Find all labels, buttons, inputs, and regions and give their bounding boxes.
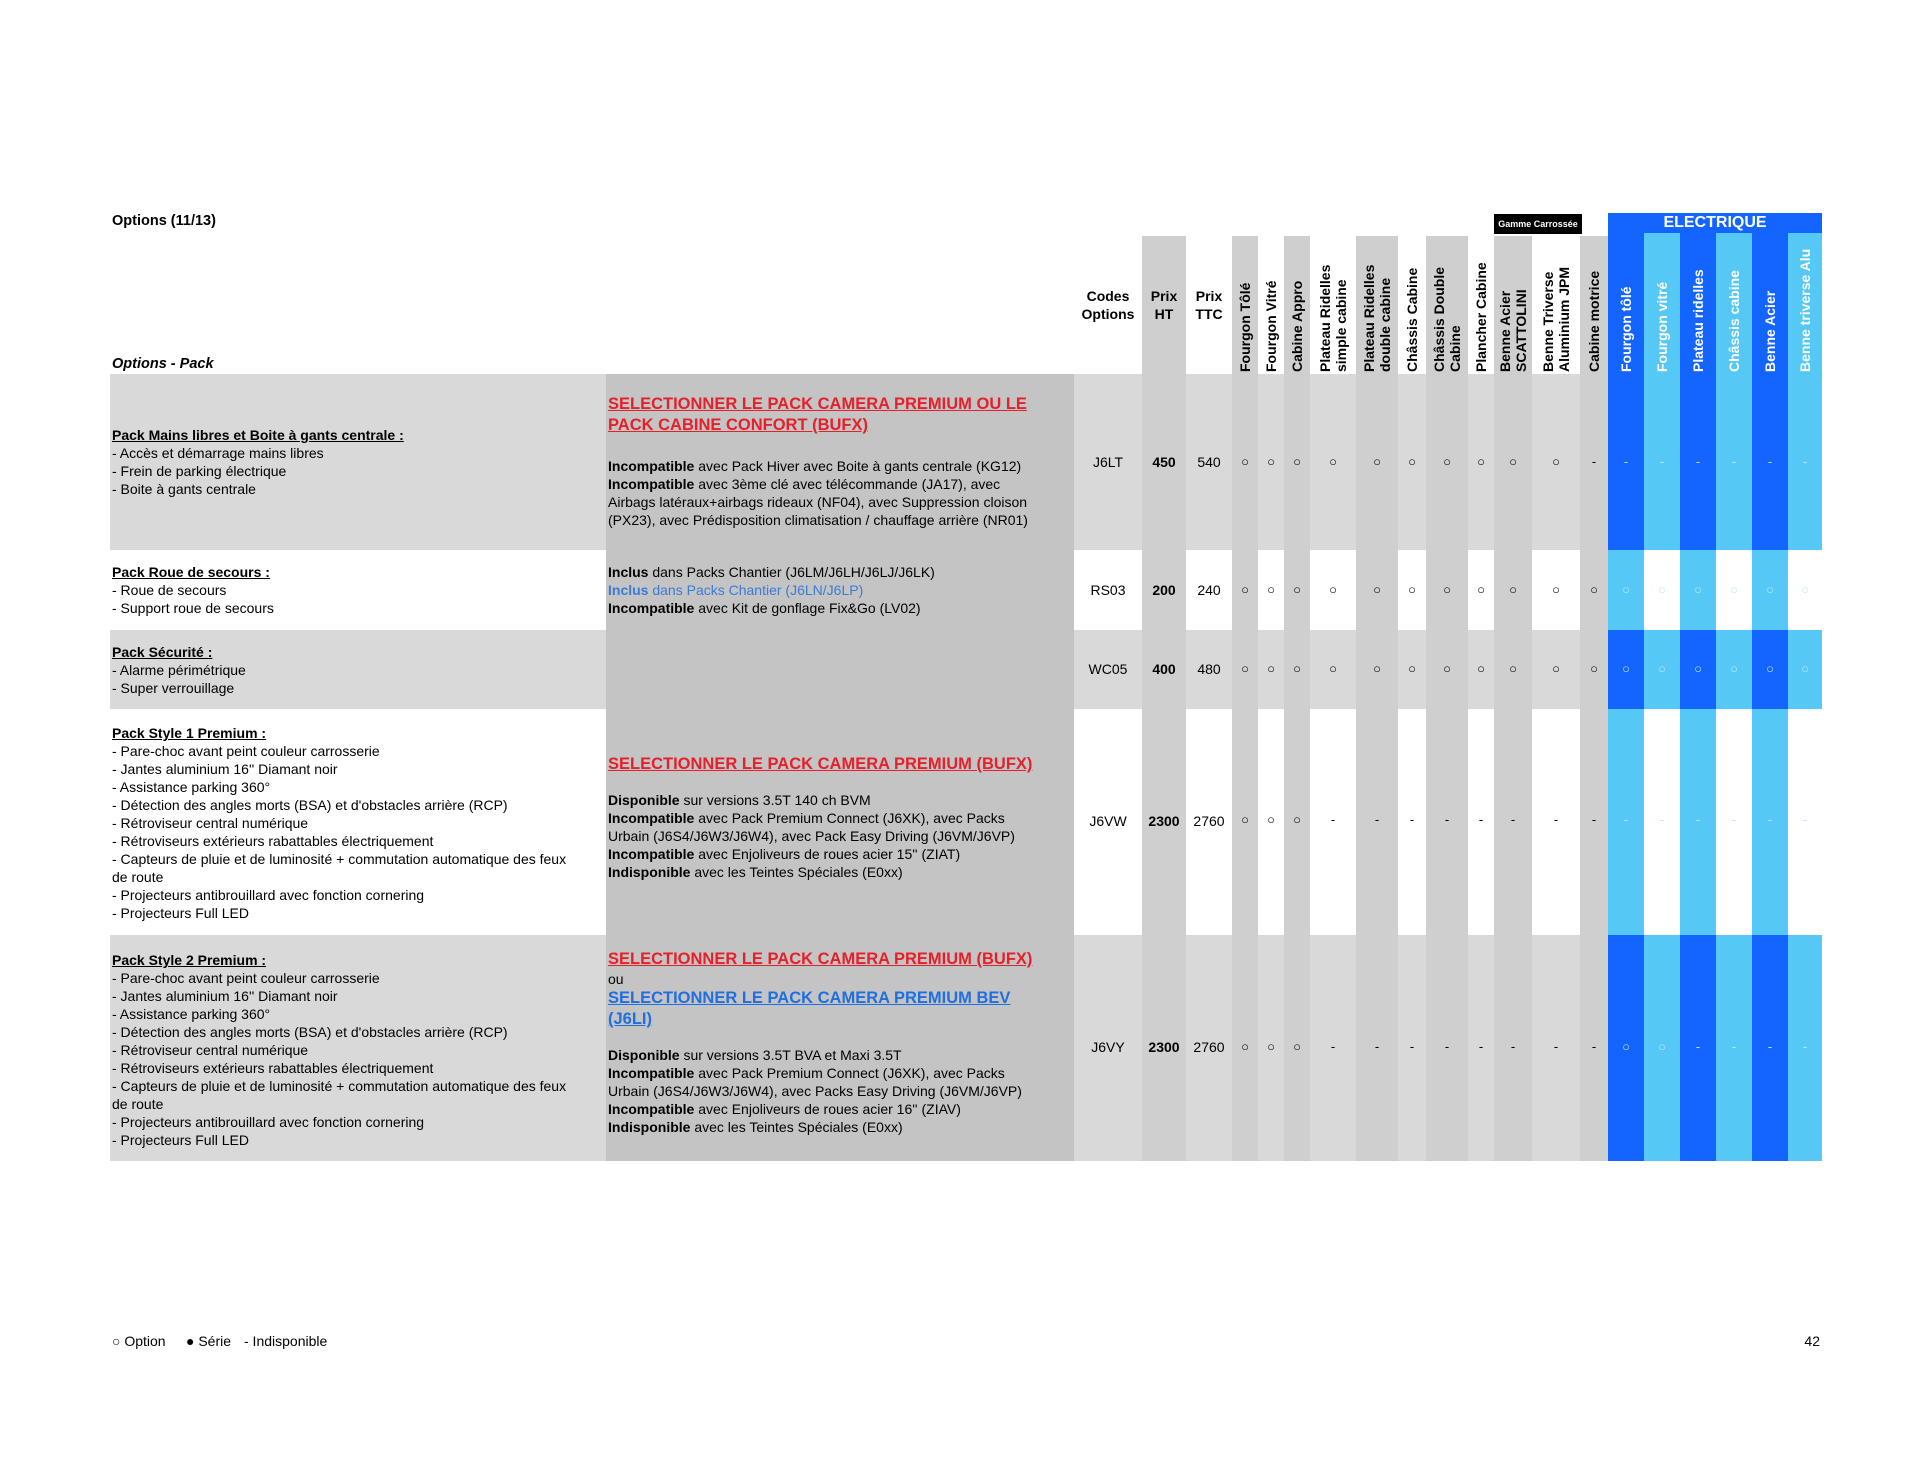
row-5-item: - Projecteurs Full LED	[112, 1132, 249, 1148]
row-4-item: de route	[112, 869, 164, 885]
availability-symbol: -	[1767, 454, 1773, 469]
availability-symbol: ○	[1408, 661, 1416, 676]
row-5-note	[608, 1082, 1070, 1100]
availability-symbol: -	[1695, 454, 1701, 469]
availability-symbol: -	[1802, 1039, 1808, 1054]
row-1-item: - Boite à gants centrale	[112, 481, 256, 497]
availability-symbol: -	[1767, 812, 1773, 827]
row-4-code: J6VW	[1089, 813, 1127, 829]
row-3-prix-ttc: 480	[1197, 661, 1221, 677]
note-keyword: Disponible	[608, 1047, 680, 1063]
row-5-select-blue-line: SELECTIONNER LE PACK CAMERA PREMIUM BEV	[608, 989, 1011, 1007]
availability-symbol: ○	[1293, 454, 1301, 469]
row-5-item: - Jantes aluminium 16'' Diamant noir	[112, 988, 338, 1004]
note-keyword: Inclus	[608, 582, 649, 598]
availability-symbol: ○	[1293, 1039, 1301, 1054]
availability-symbol: -	[1591, 1039, 1597, 1054]
row-4-item: - Capteurs de pluie et de luminosité + commutation automatique des feux	[112, 851, 567, 867]
availability-symbol: -	[1374, 1039, 1380, 1054]
availability-symbol: ○	[1267, 1039, 1275, 1054]
availability-symbol: -	[1409, 812, 1415, 827]
availability-symbol: ○	[1730, 582, 1738, 597]
availability-symbol: ○	[1694, 661, 1702, 676]
row-5-item: - Rétroviseurs extérieurs rabattables électriquement	[112, 1060, 434, 1076]
availability-symbol: -	[1553, 812, 1559, 827]
availability-symbol: -	[1553, 1039, 1559, 1054]
note-text: dans Packs Chantier (J6LN/J6LP)	[648, 582, 864, 598]
availability-symbol: -	[1478, 812, 1484, 827]
note-text: avec Enjoliveurs de roues acier 16'' (ZIAV)	[694, 1101, 961, 1117]
thermal-column-bg	[1494, 236, 1532, 1161]
note-keyword: Incompatible	[608, 1065, 695, 1081]
availability-symbol: ○	[1443, 582, 1451, 597]
electrique-header: ELECTRIQUE	[1663, 214, 1767, 231]
availability-symbol: -	[1444, 812, 1450, 827]
column-header: Châssis Cabine	[1404, 267, 1420, 372]
availability-symbol: ○	[1801, 661, 1809, 676]
availability-symbol: -	[1659, 454, 1665, 469]
note-keyword: Indisponible	[608, 1119, 691, 1135]
availability-symbol: ○	[1552, 661, 1560, 676]
availability-symbol: ○	[1694, 582, 1702, 597]
column-header: Fourgon Vitré	[1263, 280, 1279, 372]
row-2-note	[608, 581, 1070, 599]
availability-symbol: ○	[1658, 1039, 1666, 1054]
availability-symbol: ○	[1329, 582, 1337, 597]
subsection-title: Options - Pack	[112, 356, 214, 372]
column-header: Plateau Ridelles simple cabine	[1317, 264, 1349, 372]
row-4-prix-ht: 2300	[1148, 813, 1180, 829]
availability-symbol: ○	[1730, 661, 1738, 676]
row-4-notes	[608, 754, 1070, 881]
availability-symbol: ○	[1267, 812, 1275, 827]
row-5-note	[608, 1100, 1070, 1118]
availability-symbol: ○	[1241, 812, 1249, 827]
row-5-select-blue-line: (J6LI)	[608, 1010, 653, 1028]
availability-symbol: -	[1330, 812, 1336, 827]
row-1-select-line: PACK CABINE CONFORT (BUFX)	[608, 416, 869, 434]
availability-symbol: ○	[1293, 661, 1301, 676]
row-4-note	[608, 791, 1070, 809]
availability-symbol: -	[1510, 1039, 1516, 1054]
row-4-title: Pack Style 1 Premium :	[112, 725, 267, 741]
note-text: sur versions 3.5T 140 ch BVM	[679, 792, 871, 808]
row-2-code: RS03	[1090, 582, 1126, 598]
header-prix-ht: Prix HT	[1150, 288, 1178, 322]
thermal-column-bg	[1356, 236, 1398, 1161]
availability-symbol: ○	[1267, 661, 1275, 676]
availability-symbol: ○	[1477, 454, 1485, 469]
availability-symbol: ○	[1590, 661, 1598, 676]
availability-symbol: -	[1731, 1039, 1737, 1054]
row-5-prix-ttc: 2760	[1193, 1039, 1225, 1055]
thermal-column-bg	[1284, 236, 1310, 1161]
row-1-item: - Frein de parking électrique	[112, 463, 287, 479]
column-header: Cabine motrice	[1586, 270, 1602, 372]
thermal-column-bg	[1580, 236, 1608, 1161]
row-1-prix-ttc: 540	[1197, 454, 1221, 470]
availability-symbol: ○	[1622, 661, 1630, 676]
note-keyword: Disponible	[608, 792, 680, 808]
note-text: avec Pack Premium Connect (J6XK), avec Packs	[694, 810, 1005, 826]
row-1-code: J6LT	[1092, 454, 1124, 470]
row-2-title: Pack Roue de secours :	[112, 564, 270, 580]
page-number: 42	[1804, 1333, 1820, 1349]
availability-symbol: -	[1444, 1039, 1450, 1054]
column-header: Benne Acier SCATTOLINI	[1497, 289, 1529, 372]
availability-symbol: ○	[1408, 582, 1416, 597]
note-text: dans Packs Chantier (J6LM/J6LH/J6LJ/J6LK)	[648, 564, 935, 580]
availability-symbol: ○	[1293, 582, 1301, 597]
availability-symbol: ○	[1443, 661, 1451, 676]
row-5-notes	[608, 949, 1070, 1136]
row-1-notes	[608, 394, 1070, 529]
row-5-code: J6VY	[1091, 1039, 1125, 1055]
row-4-item: - Jantes aluminium 16'' Diamant noir	[112, 761, 338, 777]
availability-symbol: ○	[1329, 454, 1337, 469]
row-5-note	[608, 1046, 1070, 1064]
availability-symbol: -	[1591, 454, 1597, 469]
availability-symbol: -	[1330, 1039, 1336, 1054]
note-text: avec les Teintes Spéciales (E0xx)	[690, 864, 903, 880]
availability-symbol: ○	[1509, 582, 1517, 597]
row-4-description	[112, 724, 602, 922]
row-1-item: - Accès et démarrage mains libres	[112, 445, 324, 461]
column-header: Plateau Ridelles double cabine	[1361, 264, 1393, 372]
note-text: avec Enjoliveurs de roues acier 15'' (ZIAT)	[694, 846, 961, 862]
thermal-column-bg	[1232, 236, 1258, 1161]
column-header: Châssis Double Cabine	[1431, 266, 1463, 372]
availability-symbol: -	[1695, 812, 1701, 827]
availability-symbol: ○	[1443, 454, 1451, 469]
row-5-item: de route	[112, 1096, 164, 1112]
availability-symbol: ○	[1477, 661, 1485, 676]
row-5-item: - Capteurs de pluie et de luminosité + commutation automatique des feux	[112, 1078, 567, 1094]
row-4-item: - Pare-choc avant peint couleur carrosserie	[112, 743, 380, 759]
note-text: avec Kit de gonflage Fix&Go (LV02)	[694, 600, 921, 616]
note-text: avec les Teintes Spéciales (E0xx)	[690, 1119, 903, 1135]
note-text: Urbain (J6S4/J6W3/J6W4), avec Packs Easy Driving (J6VM/J6VP)	[608, 1083, 1022, 1099]
availability-symbol: ○	[1267, 582, 1275, 597]
availability-symbol: ○	[1658, 661, 1666, 676]
section-title: Options (11/13)	[112, 213, 216, 229]
availability-symbol: ○	[1241, 661, 1249, 676]
note-text: Urbain (J6S4/J6W3/J6W4), avec Pack Easy Driving (J6VM/J6VP)	[608, 828, 1015, 844]
row-2-description	[112, 563, 602, 617]
availability-symbol: -	[1510, 812, 1516, 827]
row-4-prix-ttc: 2760	[1193, 813, 1225, 829]
thermal-column-bg	[1426, 236, 1468, 1161]
availability-symbol: ○	[1477, 582, 1485, 597]
row-1-note	[608, 511, 1070, 529]
row-5-title: Pack Style 2 Premium :	[112, 952, 267, 968]
note-keyword: Inclus	[608, 564, 649, 580]
column-header: Cabine Appro	[1289, 280, 1305, 372]
row-4-item: - Projecteurs Full LED	[112, 905, 249, 921]
prix-ht-column-bg	[1142, 236, 1186, 1161]
note-keyword: Incompatible	[608, 600, 695, 616]
note-keyword: Incompatible	[608, 1101, 695, 1117]
row-1-select-line: SELECTIONNER LE PACK CAMERA PREMIUM OU LE	[608, 395, 1027, 413]
row-5-item: - Rétroviseur central numérique	[112, 1042, 309, 1058]
note-keyword: Incompatible	[608, 476, 695, 492]
availability-symbol: ○	[1373, 661, 1381, 676]
row-2-note	[608, 599, 1070, 617]
availability-symbol: ○	[1509, 661, 1517, 676]
column-header: Fourgon Tôlé	[1237, 282, 1253, 372]
availability-symbol: ○	[1766, 661, 1774, 676]
availability-symbol: -	[1802, 812, 1808, 827]
row-1-title: Pack Mains libres et Boite à gants centrale :	[112, 427, 404, 443]
availability-symbol: ○	[1658, 582, 1666, 597]
column-header: Plancher Cabine	[1473, 262, 1489, 372]
availability-symbol: -	[1731, 812, 1737, 827]
availability-symbol: ○	[1373, 582, 1381, 597]
row-5-or: ou	[608, 971, 624, 987]
row-4-note	[608, 809, 1070, 827]
column-header: Fourgon tôlé	[1618, 286, 1634, 372]
note-keyword: Indisponible	[608, 864, 691, 880]
note-text: sur versions 3.5T BVA et Maxi 3.5T	[679, 1047, 902, 1063]
column-header: Benne triverse Alu	[1797, 248, 1813, 372]
row-2-item: - Support roue de secours	[112, 600, 274, 616]
row-4-item: - Assistance parking 360°	[112, 779, 271, 795]
availability-symbol: -	[1659, 812, 1665, 827]
availability-symbol: -	[1409, 1039, 1415, 1054]
availability-symbol: ○	[1552, 454, 1560, 469]
column-header: Châssis cabine	[1726, 270, 1742, 372]
row-3-code: WC05	[1088, 661, 1128, 677]
column-header: Benne Acier	[1762, 290, 1778, 372]
note-text: avec 3ème clé avec télécommande (JA17), avec	[694, 476, 1001, 492]
availability-symbol: ○	[1801, 582, 1809, 597]
availability-symbol: ○	[1590, 582, 1598, 597]
row-3-prix-ht: 400	[1152, 661, 1176, 677]
row-5-item: - Pare-choc avant peint couleur carrosserie	[112, 970, 380, 986]
row-1-note	[608, 493, 1070, 511]
row-5-note	[608, 1118, 1070, 1136]
row-2-notes	[608, 563, 1070, 617]
row-5-description	[112, 951, 602, 1149]
availability-symbol: ○	[1552, 582, 1560, 597]
availability-symbol: ○	[1267, 454, 1275, 469]
note-keyword: Incompatible	[608, 810, 695, 826]
note-text: avec Pack Hiver avec Boite à gants centrale (KG12)	[694, 458, 1022, 474]
row-4-item: - Rétroviseur central numérique	[112, 815, 309, 831]
availability-symbol: -	[1478, 1039, 1484, 1054]
row-5-note	[608, 1064, 1070, 1082]
note-text: Airbags latéraux+airbags rideaux (NF04), avec Suppression cloison	[608, 494, 1028, 510]
row-2-prix-ttc: 240	[1197, 582, 1221, 598]
availability-symbol: ○	[1241, 582, 1249, 597]
header-codes-options: Codes Options	[1081, 288, 1135, 322]
row-2-item: - Roue de secours	[112, 582, 227, 598]
legend-indisponible: - Indisponible	[244, 1333, 328, 1349]
row-1-note	[608, 475, 1070, 493]
row-5-item: - Projecteurs antibrouillard avec fonction cornering	[112, 1114, 425, 1130]
row-3-item: - Super verrouillage	[112, 680, 235, 696]
row-3-description	[112, 643, 602, 697]
row-4-note	[608, 863, 1070, 881]
column-header: Plateau ridelles	[1690, 269, 1706, 372]
availability-symbol: -	[1374, 812, 1380, 827]
row-5-item: - Détection des angles morts (BSA) et d'obstacles arrière (RCP)	[112, 1024, 508, 1040]
note-keyword: Incompatible	[608, 458, 695, 474]
availability-symbol: ○	[1241, 454, 1249, 469]
column-header: Benne Triverse Aluminium JPM	[1540, 266, 1572, 372]
note-keyword: Incompatible	[608, 846, 695, 862]
availability-symbol: -	[1591, 812, 1597, 827]
row-2-prix-ht: 200	[1152, 582, 1176, 598]
availability-symbol: ○	[1241, 1039, 1249, 1054]
legend-option: ○ Option	[112, 1333, 166, 1349]
availability-symbol: ○	[1293, 812, 1301, 827]
row-3-item: - Alarme périmétrique	[112, 662, 246, 678]
availability-symbol: ○	[1329, 661, 1337, 676]
availability-symbol: ○	[1622, 1039, 1630, 1054]
availability-symbol: -	[1623, 454, 1629, 469]
row-4-item: - Détection des angles morts (BSA) et d'obstacles arrière (RCP)	[112, 797, 508, 813]
row-1-prix-ht: 450	[1152, 454, 1176, 470]
row-5-item: - Assistance parking 360°	[112, 1006, 271, 1022]
note-text: (PX23), avec Prédisposition climatisation / chauffage arrière (NR01)	[608, 512, 1028, 528]
row-4-note	[608, 827, 1070, 845]
row-5-prix-ht: 2300	[1148, 1039, 1180, 1055]
row-4-item: - Rétroviseurs extérieurs rabattables électriquement	[112, 833, 434, 849]
row-1-note	[608, 457, 1070, 475]
row-3-title: Pack Sécurité :	[112, 644, 213, 660]
availability-symbol: ○	[1509, 454, 1517, 469]
availability-symbol: ○	[1408, 454, 1416, 469]
row-4-select-line: SELECTIONNER LE PACK CAMERA PREMIUM (BUFX)	[608, 755, 1033, 773]
availability-symbol: -	[1731, 454, 1737, 469]
row-1-description	[112, 426, 602, 498]
note-text: avec Pack Premium Connect (J6XK), avec Packs	[694, 1065, 1005, 1081]
row-5-select-line: SELECTIONNER LE PACK CAMERA PREMIUM (BUFX)	[608, 950, 1033, 968]
row-4-note	[608, 845, 1070, 863]
availability-symbol: -	[1767, 1039, 1773, 1054]
row-4-item: - Projecteurs antibrouillard avec fonction cornering	[112, 887, 425, 903]
availability-symbol: -	[1695, 1039, 1701, 1054]
column-header: Fourgon vitré	[1654, 281, 1670, 372]
gamme-carrossee-label: Gamme Carrossée	[1494, 214, 1582, 234]
row-2-note	[608, 563, 1070, 581]
availability-symbol: -	[1802, 454, 1808, 469]
availability-symbol: ○	[1766, 582, 1774, 597]
availability-symbol: ○	[1373, 454, 1381, 469]
availability-symbol: ○	[1622, 582, 1630, 597]
header-prix-ttc: Prix TTC	[1195, 288, 1223, 322]
legend-serie: ● Série	[186, 1333, 232, 1349]
availability-symbol: -	[1623, 812, 1629, 827]
